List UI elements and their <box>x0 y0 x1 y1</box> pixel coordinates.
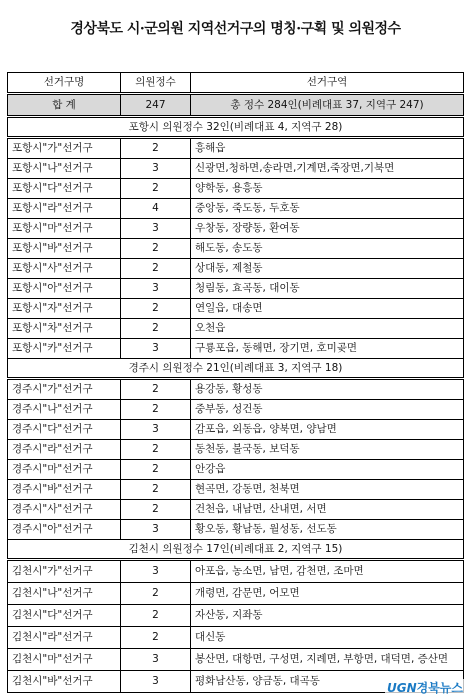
district-areas: 중부동, 성건동 <box>191 400 464 420</box>
section-title: 경주시 의원정수 21인(비례대표 3, 지역구 18) <box>8 359 464 379</box>
district-areas: 안강읍 <box>191 460 464 480</box>
district-name: 김천시"나"선거구 <box>8 583 121 605</box>
total-seats: 247 <box>121 94 191 117</box>
district-name: 포항시"다"선거구 <box>8 179 121 199</box>
district-name: 포항시"사"선거구 <box>8 259 121 279</box>
total-label: 합 계 <box>8 94 121 117</box>
district-areas: 현곡면, 강동면, 천북면 <box>191 480 464 500</box>
district-name: 포항시"나"선거구 <box>8 159 121 179</box>
header-district: 선거구명 <box>8 73 121 94</box>
gyeongju-section-header <box>8 359 464 379</box>
district-areas: 연일읍, 대송면 <box>191 299 464 319</box>
district-name: 경주시"나"선거구 <box>8 400 121 420</box>
total-desc: 총 정수 284인(비례대표 37, 지역구 247) <box>191 94 464 117</box>
district-areas: 개령면, 감문면, 어모면 <box>191 583 464 605</box>
seat-count: 2 <box>121 605 191 627</box>
table-row <box>8 199 464 219</box>
district-name: 포항시"마"선거구 <box>8 219 121 239</box>
section-title: 김천시 의원정수 17인(비례대표 2, 지역구 15) <box>8 540 464 560</box>
table-row <box>8 420 464 440</box>
table-row <box>8 560 464 583</box>
table-row <box>8 339 464 359</box>
district-name: 포항시"차"선거구 <box>8 319 121 339</box>
district-areas: 신광면,청하면,송라면,기계면,죽장면,기북면 <box>191 159 464 179</box>
table-row <box>8 440 464 460</box>
news-watermark: UGN경북뉴스 <box>386 681 463 695</box>
table-row <box>8 299 464 319</box>
table-row <box>8 627 464 649</box>
district-name: 김천시"바"선거구 <box>8 671 121 693</box>
district-areas: 아포읍, 농소면, 남면, 감천면, 조마면 <box>191 560 464 583</box>
district-areas: 해도동, 송도동 <box>191 239 464 259</box>
district-name: 경주시"다"선거구 <box>8 420 121 440</box>
district-areas: 동천동, 불국동, 보덕동 <box>191 440 464 460</box>
seat-count: 3 <box>121 520 191 540</box>
seat-count: 2 <box>121 239 191 259</box>
seat-count: 3 <box>121 219 191 239</box>
seat-count: 2 <box>121 379 191 400</box>
district-name: 김천시"라"선거구 <box>8 627 121 649</box>
header-areas: 선거구역 <box>191 73 464 94</box>
table-row <box>8 379 464 400</box>
district-name: 경주시"라"선거구 <box>8 440 121 460</box>
district-areas: 우창동, 장량동, 환여동 <box>191 219 464 239</box>
table-row <box>8 500 464 520</box>
table-row <box>8 583 464 605</box>
seat-count: 4 <box>121 199 191 219</box>
table-row <box>8 219 464 239</box>
seat-count: 2 <box>121 627 191 649</box>
table-row <box>8 480 464 500</box>
seat-count: 2 <box>121 299 191 319</box>
seat-count: 3 <box>121 279 191 299</box>
section-title: 포항시 의원정수 32인(비례대표 4, 지역구 28) <box>8 117 464 138</box>
seat-count: 3 <box>121 159 191 179</box>
seat-count: 2 <box>121 319 191 339</box>
seat-count: 2 <box>121 460 191 480</box>
district-name: 김천시"다"선거구 <box>8 605 121 627</box>
district-areas: 구룡포읍, 동해면, 장기면, 호미곶면 <box>191 339 464 359</box>
table-header-row <box>8 73 464 94</box>
district-areas: 감포읍, 외동읍, 양북면, 양남면 <box>191 420 464 440</box>
seat-count: 3 <box>121 649 191 671</box>
district-name: 포항시"라"선거구 <box>8 199 121 219</box>
total-row <box>8 94 464 117</box>
gimcheon-section-header <box>8 540 464 560</box>
district-areas: 평화남산동, 양금동, 대곡동 <box>191 671 464 693</box>
district-name: 포항시"바"선거구 <box>8 239 121 259</box>
seat-count: 2 <box>121 179 191 199</box>
seat-count: 2 <box>121 500 191 520</box>
district-name: 포항시"카"선거구 <box>8 339 121 359</box>
district-areas: 중앙동, 죽도동, 두호동 <box>191 199 464 219</box>
table-row <box>8 179 464 199</box>
district-areas: 오천읍 <box>191 319 464 339</box>
district-name: 김천시"가"선거구 <box>8 560 121 583</box>
district-table <box>7 72 464 693</box>
seat-count: 3 <box>121 560 191 583</box>
district-areas: 상대동, 제철동 <box>191 259 464 279</box>
district-name: 포항시"가"선거구 <box>8 138 121 159</box>
table-row <box>8 649 464 671</box>
seat-count: 2 <box>121 480 191 500</box>
seat-count: 2 <box>121 440 191 460</box>
district-name: 포항시"아"선거구 <box>8 279 121 299</box>
district-name: 경주시"바"선거구 <box>8 480 121 500</box>
seat-count: 2 <box>121 259 191 279</box>
table-row <box>8 605 464 627</box>
header-seats: 의원정수 <box>121 73 191 94</box>
district-name: 경주시"마"선거구 <box>8 460 121 480</box>
district-areas: 건천읍, 내남면, 산내면, 서면 <box>191 500 464 520</box>
seat-count: 3 <box>121 339 191 359</box>
table-row <box>8 159 464 179</box>
seat-count: 3 <box>121 671 191 693</box>
seat-count: 2 <box>121 138 191 159</box>
table-row <box>8 400 464 420</box>
table-row <box>8 279 464 299</box>
district-name: 경주시"가"선거구 <box>8 379 121 400</box>
district-areas: 대신동 <box>191 627 464 649</box>
table-row <box>8 460 464 480</box>
district-areas: 봉산면, 대항면, 구성면, 지례면, 부항면, 대덕면, 증산면 <box>191 649 464 671</box>
district-name: 포항시"자"선거구 <box>8 299 121 319</box>
table-row <box>8 259 464 279</box>
district-areas: 청림동, 효곡동, 대이동 <box>191 279 464 299</box>
district-areas: 양학동, 용흥동 <box>191 179 464 199</box>
seat-count: 2 <box>121 583 191 605</box>
district-areas: 자산동, 지좌동 <box>191 605 464 627</box>
table-row <box>8 138 464 159</box>
district-name: 경주시"아"선거구 <box>8 520 121 540</box>
district-areas: 흥해읍 <box>191 138 464 159</box>
table-row <box>8 319 464 339</box>
district-name: 김천시"마"선거구 <box>8 649 121 671</box>
table-row <box>8 239 464 259</box>
table-row <box>8 520 464 540</box>
seat-count: 2 <box>121 400 191 420</box>
district-areas: 용강동, 황성동 <box>191 379 464 400</box>
district-name: 경주시"사"선거구 <box>8 500 121 520</box>
document-title: 경상북도 시·군의원 지역선거구의 명칭·구획 및 의원정수 <box>70 21 401 37</box>
seat-count: 3 <box>121 420 191 440</box>
pohang-section-header <box>8 117 464 138</box>
district-areas: 황오동, 황남동, 월성동, 선도동 <box>191 520 464 540</box>
